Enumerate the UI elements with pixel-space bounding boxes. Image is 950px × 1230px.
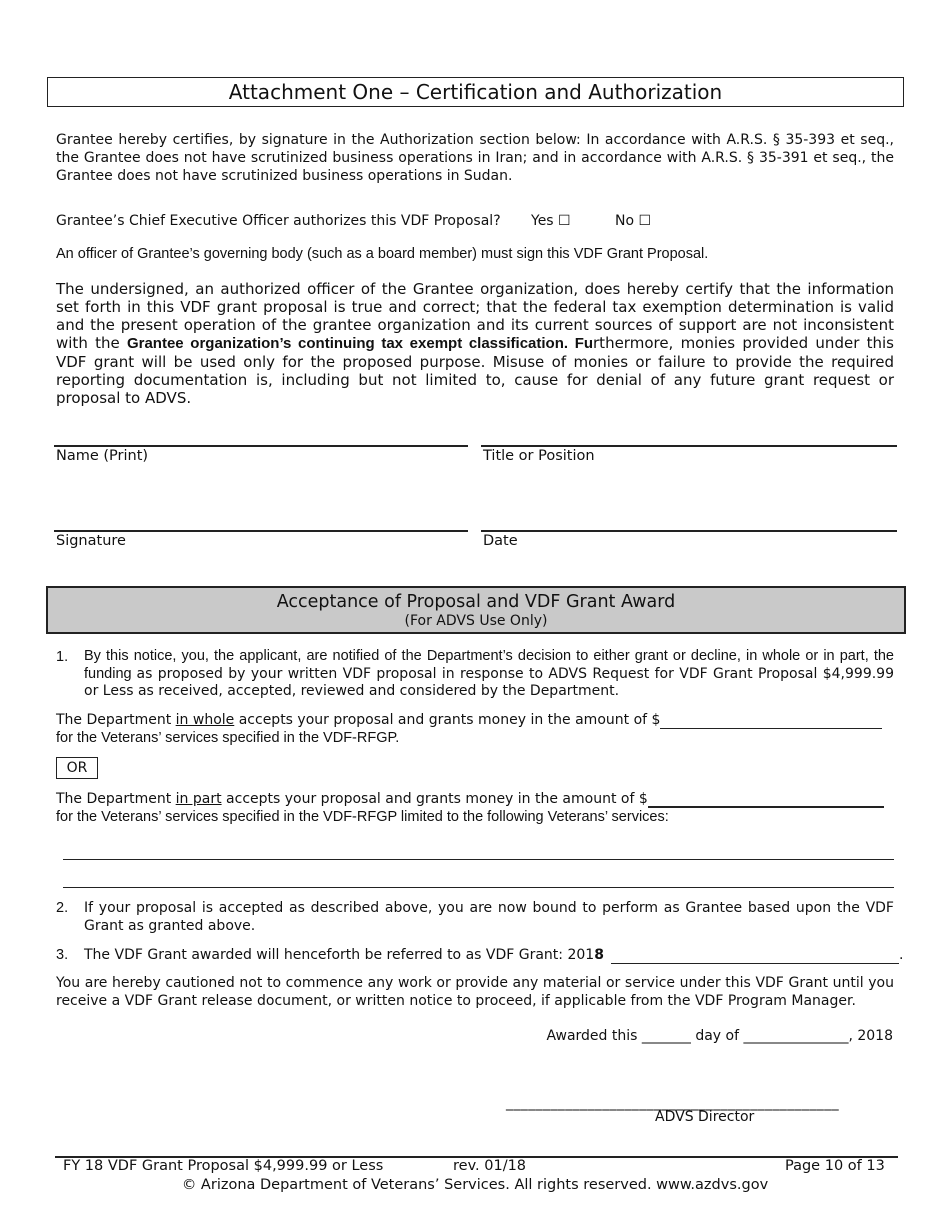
in-part-row (56, 790, 884, 808)
undersigned-text-1: The undersigned, an authorized officer of the Grantee organization, does hereby certify that the information set forth in this VDF grant proposal is true and correct; that the federal tax exemption determination is valid and the present operation of the grantee organization and its current sources of support are not inconsistent with the (56, 280, 894, 352)
item-1-text (84, 648, 894, 701)
officer-note: An officer of Grantee’s governing body (such as a board member) must sign this VDF Grant Proposal. (56, 246, 709, 262)
no-checkbox[interactable]: No ☐ (615, 213, 652, 229)
undersigned-bold-text: Grantee organization’s continuing tax exempt classification. Fu (126, 335, 594, 352)
page-title: Attachment One – Certification and Authorization (47, 77, 904, 107)
name-print-label: Name (Print) (56, 448, 149, 464)
footer-revision: rev. 01/18 (453, 1158, 527, 1174)
in-whole-services-text: for the Veterans’ services specified in the VDF-RFGP. (56, 730, 400, 746)
undersigned-paragraph (56, 280, 894, 407)
in-part-suffix: accepts your proposal and grants money in the amount of $ (221, 791, 648, 807)
item-3-text: The VDF Grant awarded will henceforth be referred to as VDF Grant: 201 (84, 947, 595, 963)
date-line[interactable] (481, 530, 897, 532)
footer-copyright: © Arizona Department of Veterans’ Services. All rights reserved. www.azdvs.gov (181, 1177, 769, 1193)
in-part-underlined: in part (175, 791, 222, 807)
acceptance-title: Acceptance of Proposal and VDF Grant Award (276, 592, 676, 612)
item-3-year-digit: 8 (594, 947, 604, 963)
item-1-number: 1. (56, 649, 69, 665)
item-2-number: 2. (56, 900, 69, 916)
date-label: Date (483, 533, 518, 549)
item-3-row: The VDF Grant awarded will henceforth be referred to as VDF Grant: 2018 . (84, 947, 904, 963)
director-label: ADVS Director (655, 1109, 755, 1125)
yes-checkbox[interactable]: Yes ☐ (531, 213, 571, 229)
in-whole-suffix: accepts your proposal and grants money in the amount of $ (234, 712, 661, 728)
title-position-label: Title or Position (483, 448, 595, 464)
director-signature-line[interactable]: _____________________________________________ (506, 1095, 839, 1111)
in-whole-amount-field[interactable] (660, 714, 882, 729)
item-1-text-a: By this notice, you, the applicant, are notified of the Department’s decision to either grant or decline, in whole or in part, the funding (84, 648, 894, 682)
services-line-1[interactable] (63, 859, 894, 860)
in-whole-row (56, 711, 882, 729)
certification-paragraph: Grantee hereby certifies, by signature in the Authorization section below: In accordance with A.R.S. § 35-393 et seq., the Grantee does not have scrutinized business operations in Iran; and in accordance with A.R.S. § 35-391 et seq., the Grantee does not have scrutinized business operations in Sudan. (56, 132, 894, 184)
in-part-amount-field[interactable] (648, 792, 884, 808)
item-1-text-b: as proposed by your written VDF proposal in response to ADVS Request for VDF Grant Proposal $4,999.99 or Less as received, accepted, reviewed and considered by the Department. (84, 665, 894, 699)
in-part-services-text: for the Veterans’ services specified in the VDF-RFGP limited to the following Veterans’ services: (56, 809, 669, 825)
in-part-prefix: The Department (56, 791, 176, 807)
in-whole-underlined: in whole (175, 712, 235, 728)
acceptance-section-header (46, 586, 906, 634)
footer-page-number: Page 10 of 13 (785, 1158, 885, 1174)
ceo-authorization-row (56, 213, 894, 229)
name-print-line[interactable] (54, 445, 468, 447)
caution-paragraph: You are hereby cautioned not to commence any work or provide any material or service under this VDF Grant until you receive a VDF Grant release document, or written notice to proceed, if applicable from the VDF Program Manager. (56, 975, 894, 1009)
footer-left: FY 18 VDF Grant Proposal $4,999.99 or Less (63, 1158, 384, 1174)
title-position-line[interactable] (481, 445, 897, 447)
ceo-question: Grantee’s Chief Executive Officer authorizes this VDF Proposal? (56, 213, 501, 229)
in-whole-prefix: The Department (56, 712, 176, 728)
item-3-number: 3. (56, 947, 69, 963)
signature-label: Signature (56, 533, 126, 549)
undersigned-text-2: rthermore, monies provided under this VDF grant will be used only for the proposed purpose. Misuse of monies or failure to provide the required reporting documentation is, including but not limited to, cause for denial of any future grant request or proposal to ADVS. (56, 334, 894, 407)
awarded-line[interactable]: Awarded this _______ day of _______________, 2018 (546, 1028, 893, 1044)
acceptance-subtitle: (For ADVS Use Only) (404, 613, 548, 629)
services-line-2[interactable] (63, 887, 894, 888)
signature-line[interactable] (54, 530, 468, 532)
grant-number-field[interactable] (611, 949, 899, 964)
or-label: OR (56, 757, 98, 779)
item-2-text: If your proposal is accepted as described above, you are now bound to perform as Grantee based upon the VDF Grant as granted above. (84, 900, 894, 934)
